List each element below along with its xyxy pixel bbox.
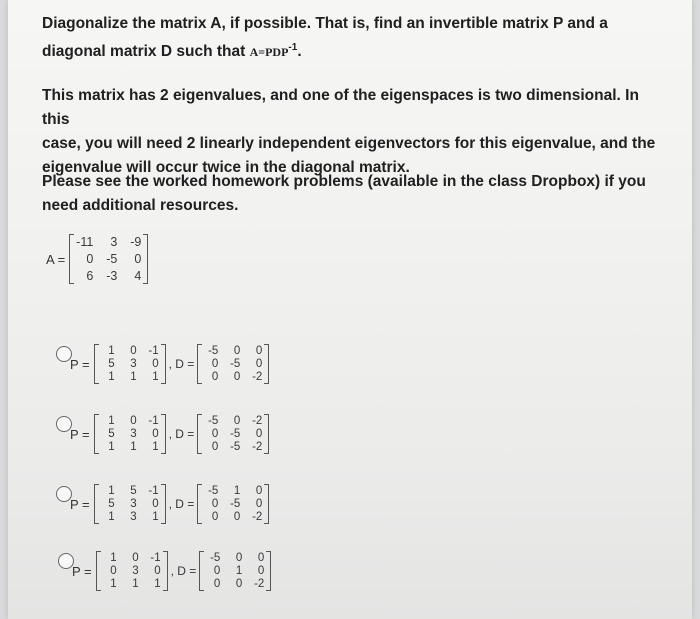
matrix-entry: , D = [168,497,195,511]
matrix-entry: -5 [230,358,241,370]
option-4[interactable] [72,551,271,591]
matrix-entry: -5 [210,552,221,564]
help-note [42,170,662,218]
prompt-line-2 [42,36,662,64]
matrix-entry: 0 [235,552,243,564]
matrix-entry: 1 [130,371,137,383]
option-1-p-matrix [94,344,166,384]
matrix-entry: . [297,43,302,61]
matrix-entry: -1 [150,552,161,564]
prompt-line-1: Diagonalize the matrix A, if possible. That is, find an invertible matrix P and a [42,15,608,32]
matrix-entry: , D = [168,357,195,371]
option-3[interactable] [70,484,269,524]
matrix-entry: 0 [213,565,221,577]
matrix-entry: 0 [235,578,243,590]
matrix-entry: 0 [134,252,142,266]
matrix-entry: 0 [130,415,137,427]
matrix-entry: 0 [211,371,219,383]
matrix-entry: 3 [130,498,137,510]
matrix-entry: 1 [108,345,115,357]
matrix-entry: eigenvalue will occur twice in the diagonal matrix. [42,159,410,176]
matrix-entry: -5 [208,415,219,427]
matrix-entry: 1 [152,441,159,453]
matrix-entry: 1 [130,441,137,453]
matrix-a-label: A = [46,251,66,267]
matrix-entry: 1 [108,441,115,453]
matrix-entry: 3 [130,511,137,523]
matrix-entry: 0 [132,552,139,564]
matrix-entry: 1 [108,511,115,523]
matrix-entry: 0 [233,371,241,383]
option-2-p-matrix [94,414,166,454]
option-3-d-matrix [197,484,269,524]
matrix-entry: 0 [255,428,263,440]
matrix-entry: 0 [211,511,219,523]
matrix-entry: 5 [108,358,115,370]
question-prompt [42,12,662,64]
matrix-entry: -2 [252,371,263,383]
matrix-entry: -11 [76,235,94,249]
matrix-entry: 0 [211,498,219,510]
matrix-entry: P = [70,496,90,512]
matrix-entry: -3 [106,269,118,283]
matrix-entry: -5 [208,485,219,497]
option-1-d-matrix [197,344,269,384]
matrix-entry: 3 [130,428,137,440]
option-4-d-matrix [199,551,271,591]
matrix-entry: need additional resources. [42,197,239,214]
option-2[interactable] [70,414,269,454]
matrix-entry: -2 [252,415,263,427]
matrix-entry: 3 [132,565,139,577]
matrix-entry: -1 [148,345,159,357]
matrix-entry: 4 [134,269,142,283]
matrix-entry: 0 [213,578,221,590]
matrix-entry: -2 [252,511,263,523]
matrix-entry: diagonal matrix D such that [42,43,250,61]
matrix-entry: 0 [255,358,263,370]
matrix-entry: 1 [110,552,117,564]
matrix-entry: -5 [208,345,219,357]
matrix-entry: -1 [148,415,159,427]
matrix-entry: 0 [233,511,241,523]
equation-exponent: -1 [288,42,298,53]
matrix-entry: 0 [110,565,117,577]
matrix-entry: 0 [152,358,159,370]
matrix-entry: 0 [86,252,94,266]
matrix-entry: 3 [110,235,118,249]
matrix-a [46,234,148,284]
matrix-entry: P = [70,426,90,442]
eigenvalue-info [42,84,662,180]
matrix-entry: 0 [255,345,263,357]
matrix-entry: -2 [252,441,263,453]
matrix-entry: P = [70,356,90,372]
matrix-entry: -2 [254,578,265,590]
option-4-p-matrix [96,551,168,591]
matrix-entry: 0 [255,498,263,510]
equation: A=PDP [249,45,289,60]
matrix-entry: 1 [152,511,159,523]
matrix-entry: 1 [108,415,115,427]
matrix-entry: This matrix has 2 eigenvalues, and one of the eigenspaces is two dimensional. In this [42,87,639,128]
matrix-entry: 1 [110,578,117,590]
matrix-entry: -5 [230,498,241,510]
matrix-entry: P = [72,563,92,579]
option-3-p-matrix [94,484,166,524]
matrix-entry: 0 [211,428,219,440]
matrix-entry: Please see the worked homework problems (available in the class Dropbox) if you [42,173,646,190]
matrix-entry: 5 [130,485,137,497]
matrix-entry: 0 [257,552,265,564]
matrix-entry: 0 [233,415,241,427]
matrix-entry: -5 [106,252,118,266]
matrix-entry: 1 [108,485,115,497]
matrix-entry: 1 [154,578,161,590]
matrix-entry: 5 [108,498,115,510]
matrix-entry: -9 [130,235,142,249]
matrix-entry: 0 [154,565,161,577]
matrix-entry: , D = [168,427,195,441]
matrix-entry: 3 [130,358,137,370]
matrix-entry: -1 [148,485,159,497]
matrix-entry: 0 [233,345,241,357]
matrix-entry: 0 [257,565,265,577]
matrix-entry: -5 [230,441,241,453]
matrix-entry: 0 [152,428,159,440]
matrix-entry: 1 [152,371,159,383]
matrix-entry: 0 [130,345,137,357]
matrix-entry: 1 [132,578,139,590]
matrix-entry: 1 [108,371,115,383]
matrix-entry: 0 [255,485,263,497]
matrix-entry: -5 [230,428,241,440]
option-2-d-matrix [197,414,269,454]
matrix-entry: case, you will need 2 linearly independent eigenvectors for this eigenvalue, and the [42,135,656,152]
matrix-entry: 1 [233,485,241,497]
question-page [8,0,692,619]
matrix-a-grid [69,234,148,284]
matrix-entry: 0 [152,498,159,510]
matrix-entry: 0 [211,358,219,370]
option-1[interactable] [70,344,269,384]
matrix-entry: 0 [211,441,219,453]
matrix-entry: , D = [170,564,197,578]
matrix-entry: 6 [86,269,94,283]
matrix-entry: 5 [108,428,115,440]
matrix-entry: 1 [235,565,243,577]
